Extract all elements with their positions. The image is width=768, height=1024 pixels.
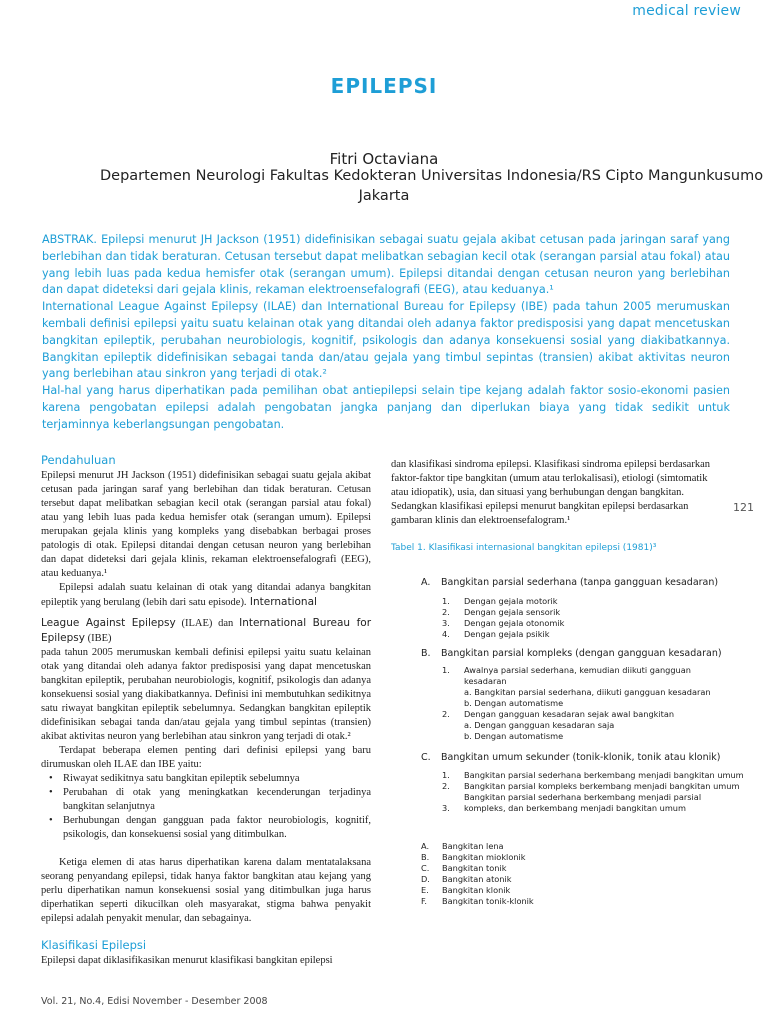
table-group-a [421, 577, 718, 588]
classification-paragraph-1: Epilepsi dapat diklasifikasikan menurut klasifikasi bangkitan epilepsi [41, 955, 333, 966]
list-item: 2. Dengan gejala sensorik [442, 607, 561, 617]
issue-footer: Vol. 21, No.4, Edisi November - Desember 2008 [41, 996, 268, 1007]
journal-section-label: medical review [632, 3, 741, 19]
list-item: 4. Dengan gejala psikik [442, 629, 550, 639]
abstract-paragraph-2: International League Against Epilepsy (ILAE) dan International Bureau for Epilepsy (IBE) pada tahun 2005 merumuskan kembali definisi epilepsi yaitu suatu kelainan otak yang ditandai oleh adanya faktor predisposisi yang dapat mencetuskan bangkitan epileptik, perubahan neurobiologis, kognitif, psikologis dan adanya konsekuensi sosial yang diakibatkannya. Bangkitan epileptik didefinisikan sebagai tanda dan/atau gejala yang timbul sepintas (transien) akibat aktivitas neuron yang berlebihan atau sinkron yang terjadi di otak.² [42, 300, 730, 381]
page-number: 121 [733, 501, 754, 514]
intro-paragraph-4: Terdapat beberapa elemen penting dari definisi epilepsi yang baru dirumuskan oleh ILAE dan IBE yaitu: [41, 745, 371, 770]
intro-paragraph-3: pada tahun 2005 merumuskan kembali definisi epilepsi yaitu suatu kelainan otak yang ditandai oleh adanya faktor predisposisi yang dapat mencetuskan bangkitan epileptik, perubahan neurobiologis, kognitif, psikologis dan adanya konsekuensi sosial yang diakibatkannya. Definisi ini membutuhkan sedikitnya satu riwayat bangkitan epileptik sebelumnya. Sedangkan bangkitan epileptik didefinisikan sebagai tanda dan/atau gejala yang timbul sepintas (transien) akibat aktivitas neuron yang berlebihan atau sinkron yang terjadi di otak.² [41, 647, 371, 742]
list-item: b. Dengan automatisme [464, 698, 564, 708]
organization-names [41, 616, 371, 646]
ibe-name: International Bureau for Epilepsy [41, 617, 372, 644]
table-group-b [421, 648, 722, 659]
list-item: D. Bangkitan atonik [421, 874, 512, 884]
table-group-c [421, 752, 720, 763]
list-item: C. Bangkitan tonik [421, 863, 507, 873]
section-heading-introduction: Pendahuluan [41, 453, 116, 467]
group-letter: A. [421, 577, 431, 588]
ibe-abbr: (IBE) [84, 633, 112, 644]
table-general-seizures [421, 841, 534, 907]
list-item: • Riwayat sedikitnya satu bangkitan epileptik sebelumnya [63, 772, 371, 786]
list-item: B. Bangkitan mioklonik [421, 852, 526, 862]
group-title: Bangkitan parsial sederhana (tanpa gangguan kesadaran) [441, 577, 719, 588]
list-item: 2. Dengan gangguan kesadaran sejak awal bangkitan [442, 709, 675, 719]
list-item: F. Bangkitan tonik-klonik [421, 896, 534, 906]
list-item: 1. Bangkitan parsial sederhana berkembang menjadi bangkitan umum [442, 770, 744, 780]
list-item: Bangkitan parsial sederhana berkembang menjadi parsial [464, 792, 702, 802]
group-letter: B. [421, 648, 431, 659]
list-item: a. Bangkitan parsial sederhana, diikuti gangguan kesadaran [464, 687, 711, 697]
list-item: 1. Dengan gejala motorik [442, 596, 558, 606]
list-item: • Berhubungan dengan gangguan pada faktor neurobiologis, kognitif, psikologis, dan konsekuensi sosial yang ditimbulkan. [63, 814, 371, 842]
intro-paragraph-1: Epilepsi menurut JH Jackson (1951) didefinisikan sebagai suatu gejala akibat cetusan pada jaringan saraf yang berlebihan dan tidak beraturan. Cetusan tersebut dapat melibatkan sebagian kecil otak (serangan parsial atau fokal) atau yang lebih luas pada kedua hemisfer otak (serangan umum). Epilepsi merupakan gejala klinis yang kompleks yang disebabkan berbagai proses patologis di otak. Epilepsi ditandai dengan cetusan neuron yang berlebihan dan dapat dideteksi dari gejala klinis, rekaman elektroensefalografi (EEG), atau keduanya.¹ [41, 470, 371, 579]
ilae-abbr: (ILAE) dan [175, 618, 240, 629]
list-item: b. Dengan automatisme [464, 731, 564, 741]
group-title: Bangkitan umum sekunder (tonik-klonik, tonik atau klonik) [441, 752, 721, 763]
intro-paragraph-2 [41, 581, 371, 610]
table-group-b-items [442, 665, 711, 742]
author-name: Fitri Octaviana [329, 150, 439, 168]
ilae-name: League Against Epilepsy [41, 617, 176, 629]
list-item: a. Dengan gangguan kesadaran saja [464, 720, 615, 730]
affiliation-city: Jakarta [358, 188, 410, 204]
table-group-c-items [442, 770, 744, 814]
left-column [41, 453, 371, 968]
right-column-paragraph: dan klasifikasi sindroma epilepsi. Klasifikasi sindroma epilepsi berdasarkan faktor-faktor tipe bangkitan (umum atau terlokalisasi), etiologi (simtomatik atau idiopatik), usia, dan situasi yang berhubungan dengan bangkitan. Sedangkan klasifikasi epilepsi menurut bangkitan epilepsi berdasarkan gambaran klinis dan elektroensefalogram.¹ [391, 459, 711, 526]
abstract-paragraph-1: ABSTRAK. Epilepsi menurut JH Jackson (1951) didefinisikan sebagai suatu gejala akibat cetusan pada jaringan saraf yang berlebihan dan tidak beraturan. Cetusan tersebut dapat melibatkan sebagian kecil otak (serangan parsial atau fokal) atau yang lebih luas pada kedua hemisfer otak (serangan umum). Epilepsi ditandai dengan cetusan neuron yang berlebihan dan dapat dideteksi dari gejala klinis, rekaman elektroensefalografi (EEG), atau keduanya.¹ [42, 233, 730, 297]
group-letter: C. [421, 752, 431, 763]
intro-paragraph-2-tail: International [246, 596, 317, 608]
intro-paragraph-2-text: Epilepsi adalah suatu kelainan di otak yang ditandai adanya bangkitan epileptik yang berulang (lebih dari satu episode). [41, 582, 371, 608]
definition-elements-list [41, 772, 371, 842]
list-item: kesadaran [464, 676, 507, 686]
table-caption: Tabel 1. Klasifikasi internasional bangkitan epilepsi (1981)³ [391, 543, 657, 553]
list-item: 2. Bangkitan parsial kompleks berkembang menjadi bangkitan umum [442, 781, 740, 791]
list-item: • Perubahan di otak yang meningkatkan kecenderungan terjadinya bangkitan selanjutnya [63, 786, 371, 814]
table-group-a-items [442, 596, 564, 640]
list-item: 3. kompleks, dan berkembang menjadi bangkitan umum [442, 803, 686, 813]
abstract-paragraph-3: Hal-hal yang harus diperhatikan pada pemilihan obat antiepilepsi selain tipe kejang adalah faktor sosio-ekonomi pasien karena pengobatan epilepsi adalah pengobatan jangka panjang dan diperlukan biaya yang tidak sedikit untuk terjaminnya keberlangsungan pengobatan. [42, 384, 730, 431]
list-item: 1. Awalnya parsial sederhana, kemudian diikuti gangguan [442, 665, 691, 675]
list-item: E. Bangkitan klonik [421, 885, 511, 895]
abstract [42, 232, 730, 434]
section-heading-classification: Klasifikasi Epilepsi [41, 938, 147, 952]
author-affiliation: Departemen Neurologi Fakultas Kedokteran Universitas Indonesia/RS Cipto Mangunkusumo [100, 168, 764, 184]
list-item: A. Bangkitan lena [421, 841, 504, 851]
intro-paragraph-5: Ketiga elemen di atas harus diperhatikan karena dalam mentatalaksana seorang penyandang epilepsi, tidak hanya faktor bangkitan atau kejang yang perlu diperhatikan namun konsekuensi sosial yang ditimbulkan juga harus diperhatikan seperti dikucilkan oleh masyarakat, stigma bahwa penyakit epilepsi adalah penyakit menular, dan sebagainya. [41, 857, 371, 924]
list-item: 3. Dengan gejala otonomik [442, 618, 565, 628]
article-title: EPILEPSI [330, 74, 438, 98]
group-title: Bangkitan parsial kompleks (dengan gangguan kesadaran) [441, 648, 722, 659]
